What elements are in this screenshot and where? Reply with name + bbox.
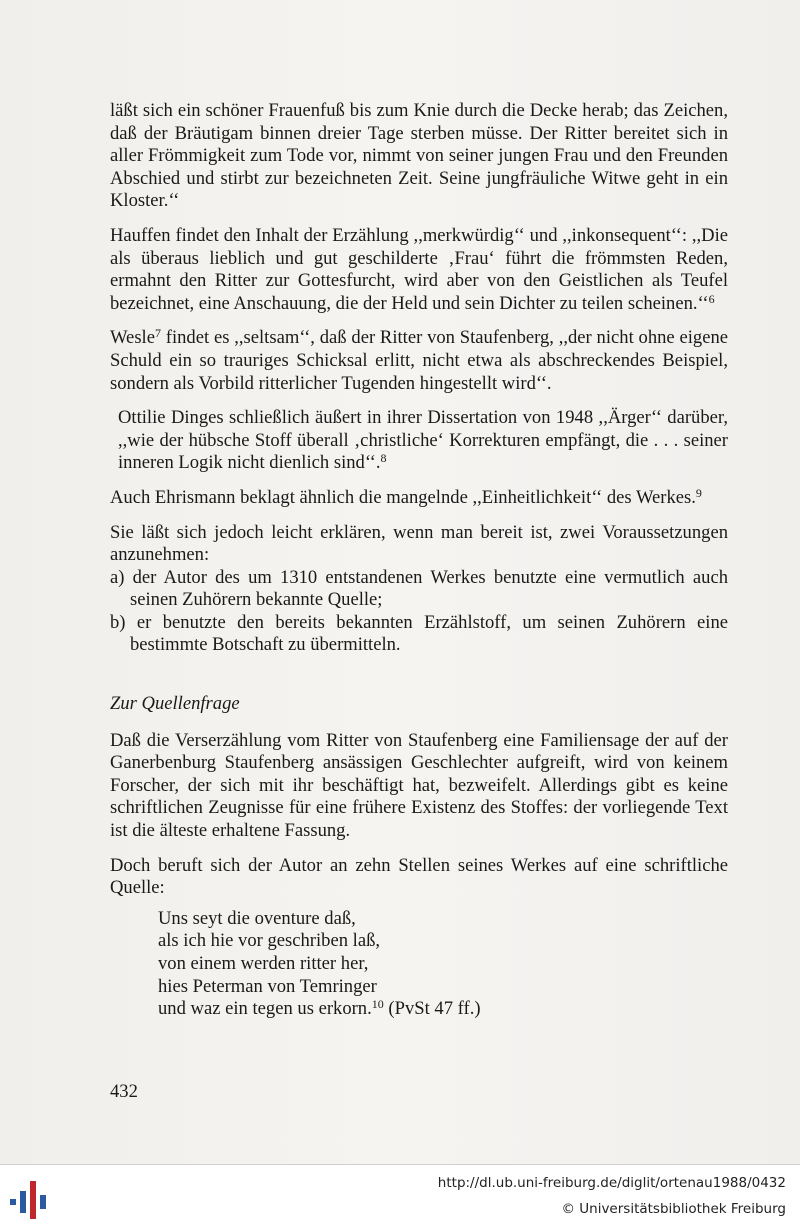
footnote-ref: 10 <box>371 997 384 1012</box>
poem-line: als ich hie vor geschriben laß, <box>158 930 381 952</box>
paragraph-text: Hauffen findet den Inhalt der Erzählung ,,merkwürdig‘‘ und ,,inkonsequent‘‘: ,,Die als überaus lieblich und gut geschilderte ‚Frau‘ führt die frömmsten Reden, ermahnt den Ritter zur Gottesfurcht, wird aber von den Geistlichen als Teufel bezeichnet, eine Anschauung, die der Held und sein Dichter zu teilen scheinen.‘‘ <box>110 224 728 314</box>
paragraph-text: findet es ,,seltsam‘‘, daß der Ritter von Staufenberg, ,,der nicht ohne eigene Schuld ein so trauriges Schicksal erlitt, nicht etwa als abschreckendes Beispiel, sondern als Vorbild ritterlicher Tugenden hingestellt wird‘‘. <box>110 327 728 394</box>
source-url[interactable]: http://dl.ub.uni-freiburg.de/diglit/ortenau1988/0432 <box>437 1175 786 1191</box>
copyright-notice: © Universitätsbibliothek Freiburg <box>561 1201 786 1217</box>
section-heading: Zur Quellenfrage <box>110 693 240 715</box>
list-item: a) der Autor des um 1310 entstandenen Werkes benutzte eine vermutlich auch seinen Zuhörern bekannte Quelle; <box>110 566 728 611</box>
footnote-ref: 8 <box>380 451 387 466</box>
paragraph-text: Ottilie Dinges schließlich äußert in ihrer Dissertation von 1948 ,,Ärger‘‘ darüber, ,,wie der hübsche Stoff überall ‚christliche‘ Korrekturen empfängt, die . . . seiner inneren Logik nicht dienlich sind‘‘. <box>118 407 728 474</box>
viewer-footer <box>0 1164 800 1225</box>
ub-freiburg-logo-icon <box>10 1175 50 1219</box>
paragraph <box>110 327 728 395</box>
page-body <box>110 100 728 1021</box>
footnote-ref: 6 <box>708 291 715 306</box>
paragraph: läßt sich ein schöner Frauenfuß bis zum Knie durch die Decke herab; das Zeichen, daß der Bräutigam binnen dreier Tage sterben müsse. Der Ritter bereitet sich in aller Frömmigkeit zum Tode vor, nimmt von seiner jungen Frau und den Freunden Abschied und stirbt zur bezeichneten Zeit. Seine jungfräuliche Witwe geht in ein Kloster.‘‘ <box>110 100 728 212</box>
list-item: b) er benutzte den bereits bekannten Erzählstoff, um seinen Zuhörern eine bestimmte Botschaft zu übermitteln. <box>110 611 728 656</box>
footnote-ref: 7 <box>154 326 161 341</box>
poem-quote <box>158 908 728 1021</box>
paragraph-text: Wesle <box>110 327 155 349</box>
poem-line: hies Peterman von Temringer <box>158 975 377 997</box>
paragraph: Sie läßt sich jedoch leicht erklären, wenn man bereit ist, zwei Voraussetzungen anzunehmen: <box>110 521 728 566</box>
poem-line-text: und waz ein tegen us erkorn. <box>158 998 372 1020</box>
paragraph: Doch beruft sich der Autor an zehn Stellen seines Werkes auf eine schriftliche Quelle: <box>110 854 728 899</box>
paragraph-text: Auch Ehrismann beklagt ähnlich die mangelnde ,,Einheitlichkeit‘‘ des Werkes. <box>110 486 696 508</box>
paragraph <box>110 407 728 475</box>
poem-line <box>158 998 728 1021</box>
paragraph <box>110 487 728 510</box>
citation: (PvSt 47 ff.) <box>383 998 481 1020</box>
poem-line: von einem werden ritter her, <box>158 953 369 974</box>
poem-line: Uns seyt die oventure daß, <box>158 907 356 929</box>
assumption-list <box>110 567 728 657</box>
page-number: 432 <box>110 1081 138 1102</box>
paragraph <box>110 225 728 315</box>
paragraph: Daß die Verserzählung vom Ritter von Staufenberg eine Familiensage der auf der Ganerbenburg Staufenberg ansässigen Geschlechter aufgreift, wird von keinem Forscher, der sich mit ihr beschäftigt hat, bezweifelt. Allerdings gibt es keine schriftlichen Zeugnisse für eine frühere Existenz des Stoffes: der vorliegende Text ist die älteste erhaltene Fassung. <box>110 729 728 842</box>
footnote-ref: 9 <box>695 485 702 500</box>
